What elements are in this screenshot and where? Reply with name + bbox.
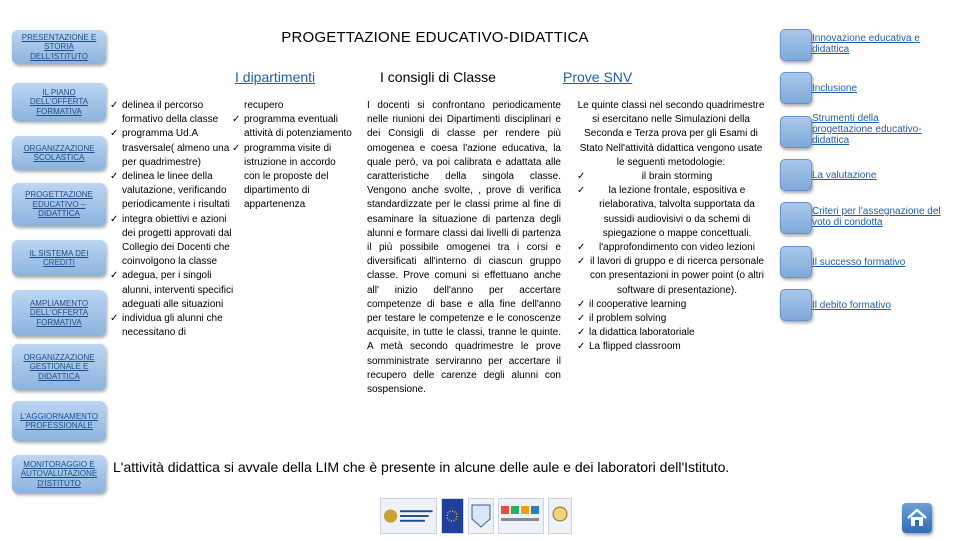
nav-button-inclusione[interactable] (780, 72, 812, 104)
header-prove-snv-link[interactable]: Prove SNV (563, 69, 633, 85)
nav-button-valutazione[interactable] (780, 159, 812, 191)
bottom-note: L'attività didattica si avvale della LIM che è presente in alcune delle aule e dei laboratori dell'Istituto. (113, 459, 730, 475)
list-item: ✓ programma eventuali attività di potenziamento (232, 113, 354, 141)
home-icon (902, 503, 932, 533)
logo-istituto (468, 498, 494, 534)
nav-organizzazione-gestionale[interactable]: ORGANIZZAZIONE GESTIONALE E DIDATTICA (12, 344, 106, 390)
logo-miur (380, 498, 437, 534)
nav-aggiornamento-professionale[interactable]: L'AGGIORNAMENTO PROFESSIONALE (12, 401, 106, 441)
nav-piano-offerta-formativa[interactable]: IL PIANO DELL'OFFERTA FORMATIVA (12, 83, 106, 121)
page-title: PROGETTAZIONE EDUCATIVO-DIDATTICA (281, 29, 589, 46)
nav-button-criteri-condotta[interactable] (780, 202, 812, 234)
header-consigli-di-classe: I consigli di Classe (380, 69, 496, 85)
list-item: ✓ programma visite di istruzione in accordo con le proposte del dipartimento di appartenenza (232, 142, 354, 213)
list-item: ✓ il lavori di gruppo e di ricerca personale con presentazioni in power point (o altri software di presentazione). (577, 255, 765, 298)
nav-organizzazione-scolastica[interactable]: ORGANIZZAZIONE SCOLASTICA (12, 136, 106, 170)
logos-strip (380, 495, 572, 537)
header-dipartimenti-link[interactable]: I dipartimenti (235, 69, 316, 85)
logo-eu-flag (441, 498, 463, 534)
list-item: ✓ delinea le linee della valutazione, verificando periodicamente i risultati (110, 170, 235, 213)
list-item: ✓ il problem solving (577, 312, 765, 326)
snv-intro: Le quinte classi nel secondo quadrimestre si esercitano nelle Simulazioni della Seconda e Terza prova per gli Esami di Stato Nell'attività didattica vengono usate le seguenti metodologie: (577, 100, 765, 168)
list-item: ✓ programma Ud.A trasversale( almeno una per quadrimestre) (110, 127, 235, 170)
home-button[interactable] (902, 503, 932, 533)
dipartimenti-right-column (232, 99, 354, 213)
nav-debito-formativo[interactable]: Il debito formativo (812, 300, 891, 311)
nav-button-innovazione[interactable] (780, 29, 812, 61)
list-item: ✓ La flipped classroom (577, 340, 765, 354)
list-item: ✓ adegua, per i singoli alunni, interventi specifici adeguati alle situazioni (110, 269, 235, 312)
nav-successo-formativo[interactable]: Il successo formativo (812, 257, 906, 268)
nav-progettazione-educativo-didattica[interactable]: PROGETTAZIONE EDUCATIVO – DIDATTICA (12, 183, 106, 226)
list-item: ✓ la didattica laboratoriale (577, 326, 765, 340)
logo-scuola (548, 498, 572, 534)
nav-presentazione-storia[interactable]: PRESENTAZIONE E STORIA DELL'ISTITUTO (12, 30, 106, 64)
nav-valutazione[interactable]: La valutazione (812, 170, 877, 181)
list-item: recupero (244, 100, 284, 111)
nav-button-debito[interactable] (780, 289, 812, 321)
list-item: ✓ integra obiettivi e azioni dei progetti approvati dal Collegio dei Docenti che coinvolgono la classe (110, 213, 235, 270)
snv-column (577, 99, 765, 355)
nav-ampliamento-offerta[interactable]: AMPLIAMENTO DELL'OFFERTA FORMATIVA (12, 290, 106, 336)
logo-pon (498, 498, 544, 534)
list-item: ✓ l'approfondimento con video lezioni (577, 241, 765, 255)
list-item: ✓ individua gli alunni che necessitano di (110, 312, 235, 340)
nav-criteri-voto-condotta[interactable]: Criteri per l'assegnazione del voto di condotta (812, 206, 941, 228)
nav-sistema-crediti[interactable]: IL SISTEMA DEI CREDITI (12, 240, 106, 276)
list-item: ✓ delinea il percorso formativo della classe (110, 99, 235, 127)
nav-strumenti-progettazione[interactable]: Strumenti della progettazione educativo-didattica (812, 113, 922, 146)
list-item: ✓ il brain storming (577, 170, 765, 184)
nav-monitoraggio-autovalutazione[interactable]: MONITORAGGIO E AUTOVALUTAZIONE D'ISTITUTO (12, 455, 106, 493)
consigli-text: I docenti si confrontano periodicamente nelle riunioni dei Dipartimenti disciplinari e dei Consigli di classe per rendere più omogenea e coesa l'azione educativa, la quale però, va poi calibrata e adattata alle caratteristiche della singola classe. Vengono anche svolte, , prove di verifica standardizzate per le classi prime al fine di esaminare la situazione di partenza degli alunni e formare classi dai livelli di partenza il più possibile omogenei tra i corsi e diversificati all'interno di ciascun gruppo classe. Prove comuni si effettuano anche all' inizio dell'anno per accertare competenze di base e alla fine dell'anno per testare le competenze e le conoscenze acquisite, in tutte le classi, tranne le quinte. A metà secondo quadrimestre le prove somministrate serviranno per accertare il recupero delle carenze degli alunni con sospensione. (367, 100, 561, 396)
nav-inclusione[interactable]: Inclusione (812, 83, 858, 94)
dipartimenti-left-column (110, 99, 235, 340)
list-item: ✓ il cooperative learning (577, 298, 765, 312)
nav-button-successo[interactable] (780, 246, 812, 278)
nav-innovazione-educativa[interactable]: Innovazione educativa e didattica (812, 33, 920, 55)
nav-button-strumenti[interactable] (780, 116, 812, 148)
list-item: ✓ la lezione frontale, espositiva e rielaborativa, talvolta supportata da sussidi audiovisivi o da schemi di spiegazione o mappe concettuali. (577, 184, 765, 241)
